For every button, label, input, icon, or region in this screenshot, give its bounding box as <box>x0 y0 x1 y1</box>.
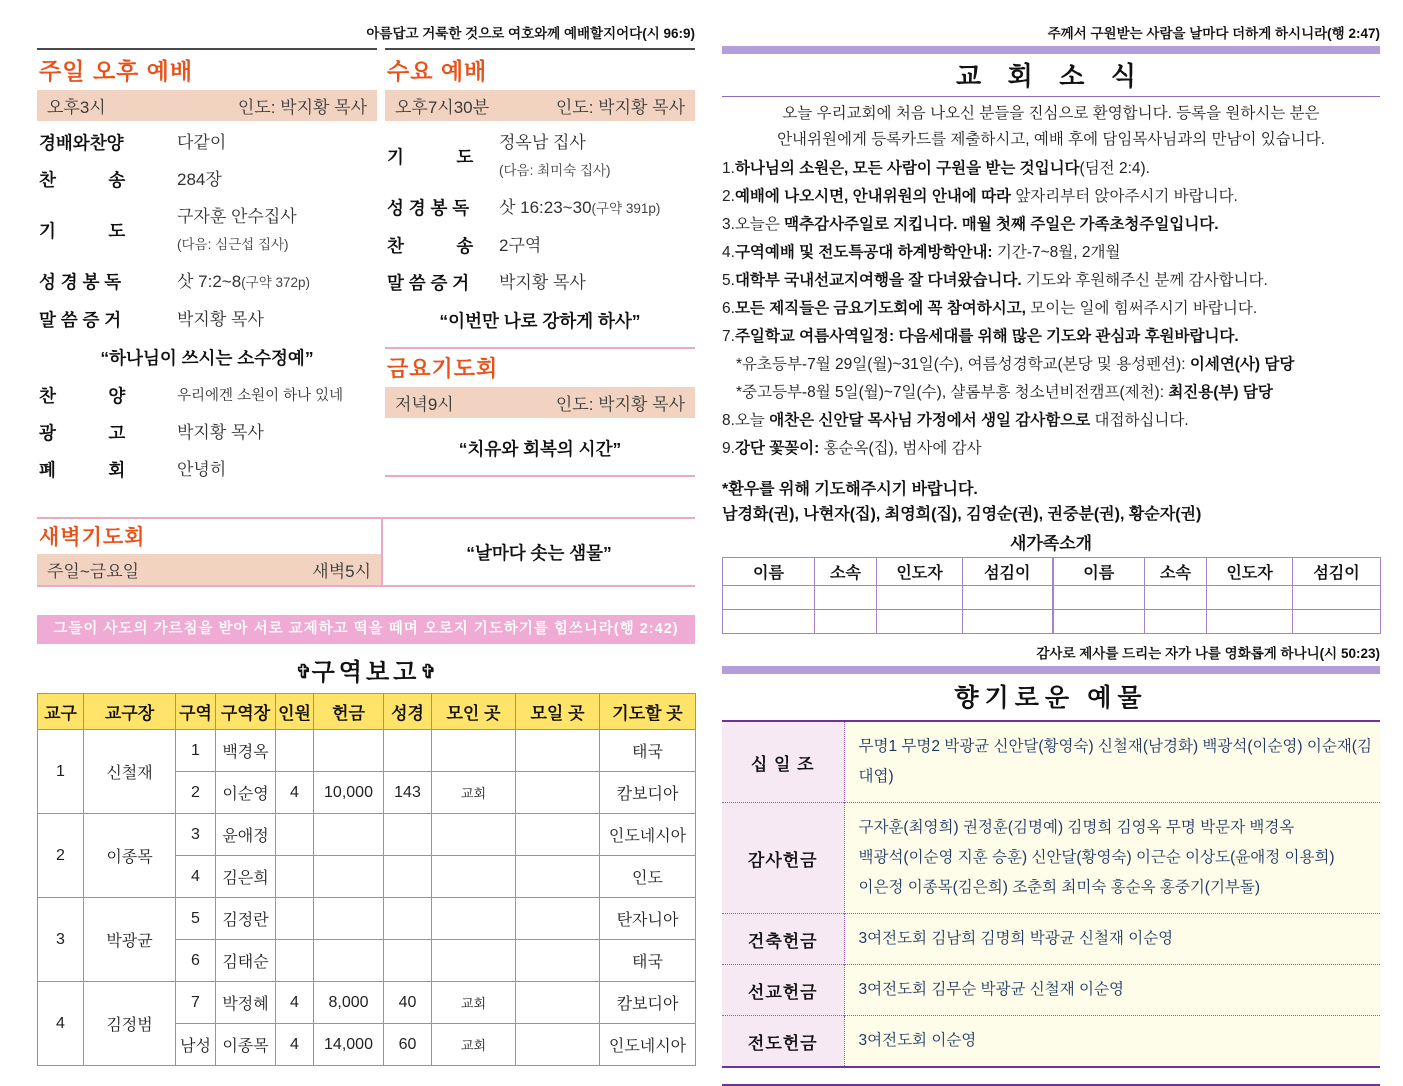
wednesday-service-title: 수요 예배 <box>387 58 488 84</box>
offering-row <box>722 965 1380 1016</box>
table-row: 남성 이종목 4 14,000 60 교회 인도네시아 <box>38 1024 696 1066</box>
offering-names: 3여전도회 김무순 박광균 신철재 이순영 <box>844 965 1380 1016</box>
dawn-prayer-days: 주일~금요일 <box>47 562 140 581</box>
table-row: 4 김정범 7 박정혜 4 8,000 40 교회 캄보디아 <box>38 982 696 1024</box>
new-family-title: 새가족소개 <box>1009 534 1093 553</box>
cross-icon: ✞ <box>295 662 312 683</box>
dawn-prayer-title: 새벽기도회 <box>39 526 146 549</box>
table-row: 1 신철재 1 백경옥 태국 <box>38 730 696 772</box>
news-item: 9.강단 꽃꽂이: 홍순옥(집), 범사에 감사 <box>722 440 982 457</box>
verse-banner: 그들이 사도의 가르침을 받아 서로 교제하고 떡을 떼며 오로지 기도하기를 힘쓰니라(행 2:42) <box>37 615 695 644</box>
dawn-prayer-time: 새벽5시 <box>312 562 371 581</box>
friday-sermon-title: “치유와 회복의 시간” <box>458 439 622 459</box>
offering-names: 3여전도회 김남희 김명희 박광균 신철재 이순영 <box>844 914 1380 965</box>
table-row: 6 김태순 태국 <box>38 940 696 982</box>
sunday-service-subheader <box>37 90 377 121</box>
dawn-prayer-left <box>37 519 381 585</box>
news-item: 2.예배에 나오시면, 안내위원의 안내에 따라 앞자리부터 앉아주시기 바랍니다. <box>722 188 1238 205</box>
friday-prayer-time: 저녁9시 <box>395 395 454 414</box>
dawn-prayer-quote: “날마다 솟는 샘물” <box>381 519 695 585</box>
table-row <box>723 610 1381 634</box>
prayer-request-title: *환우를 위해 기도해주시기 바랍니다. <box>722 481 978 498</box>
dawn-prayer-subheader <box>37 554 381 585</box>
service-row: 경배와찬양 다같이 <box>39 133 227 153</box>
news-item: 8.오늘 애찬은 신안달 목사님 가정에서 생일 감사함으로 대접하십니다. <box>722 412 1189 429</box>
offering-label: 전도헌금 <box>722 1016 844 1068</box>
offering-names: 무명1 무명2 박광균 신안달(황영숙) 신철재(남경화) 백광석(이순영) 이순재(김대엽) <box>844 721 1380 803</box>
table-row: 3 박광균 5 김정란 탄자니아 <box>38 898 696 940</box>
district-report-table <box>37 693 696 1066</box>
sunday-sermon-title: “하나님이 쓰시는 소수정예” <box>100 348 314 368</box>
church-news-intro: 오늘 우리교회에 처음 나오신 분들을 진심으로 환영합니다. 등록을 원하시는 분은 안내위원에게 등록카드를 제출하시고, 예배 후에 담임목사님과의 만남이 있습니다. <box>777 105 1325 148</box>
district-report-title <box>37 652 695 687</box>
friday-prayer-subheader <box>385 387 695 418</box>
news-item: 5.대학부 국내선교지여행을 잘 다녀왔습니다. 기도와 후원해주신 분께 감사합니다. <box>722 272 1268 289</box>
offering-row <box>722 1016 1380 1068</box>
prayer-request-names: 남경화(권), 나현자(집), 최영희(집), 김영순(권), 권중분(권), 황순자(권) <box>722 506 1202 523</box>
table-row: 2 이순영 4 10,000 143 교회 캄보디아 <box>38 772 696 814</box>
news-item: 1.하나님의 소원은, 모든 사람이 구원을 받는 것입니다(딤전 2:4). <box>722 160 1150 177</box>
wednesday-service-section <box>385 48 695 495</box>
new-family-table <box>722 557 1381 634</box>
sunday-service-leader: 인도: 박지황 목사 <box>237 98 367 117</box>
offering-label: 건축헌금 <box>722 914 844 965</box>
wednesday-service-subheader <box>385 90 695 121</box>
dawn-prayer-section <box>37 517 695 587</box>
friday-prayer-title: 금요기도회 <box>387 356 499 381</box>
wednesday-service-leader: 인도: 박지황 목사 <box>555 98 685 117</box>
offering-label: 감사헌금 <box>722 803 844 914</box>
wednesday-sermon-title: “이번만 나로 강하게 하사” <box>439 311 641 331</box>
offering-label: 선교헌금 <box>722 965 844 1016</box>
table-row <box>723 586 1381 610</box>
service-row: 광 고 박지황 목사 <box>39 423 264 443</box>
new-family-header-row: 이름 소속 인도자 섬김이 이름 소속 인도자 섬김이 <box>723 558 1381 586</box>
friday-prayer-leader: 인도: 박지황 목사 <box>555 395 685 414</box>
verse-top-right: 주께서 구원받는 사람을 날마다 더하게 하시니라(행 2:47) <box>1047 26 1380 41</box>
wednesday-service-time: 오후7시30분 <box>395 98 490 117</box>
divider <box>385 475 695 477</box>
service-row: 찬 송 284장 <box>39 170 222 190</box>
news-item: 6.모든 제직들은 금요기도회에 꼭 참여하시고, 모이는 일에 힘써주시기 바랍니다. <box>722 300 1258 317</box>
news-item: 3.오늘은 맥추감사주일로 지킵니다. 매월 첫째 주일은 가족초청주일입니다. <box>722 216 1219 233</box>
offerings-title: 향기로운 예물 <box>954 685 1148 712</box>
church-news-list <box>722 155 1380 463</box>
offering-names: 3여전도회 이순영 <box>844 1016 1380 1068</box>
left-column <box>37 22 695 1066</box>
sunday-service-section <box>37 48 377 495</box>
news-item: 7.주일학교 여름사역일정: 다음세대를 위해 많은 기도와 관심과 후원바랍니다. <box>722 328 1239 345</box>
prayer-request <box>722 477 1380 527</box>
services-area <box>37 48 695 495</box>
offering-row <box>722 914 1380 965</box>
news-subitem: *유초등부-7월 29일(월)~31일(수), 여름성경학교(본당 및 용성펜션): 이세연(사) 담당 <box>736 356 1295 373</box>
service-row: 찬 양 우리에겐 소원이 하나 있네 <box>39 386 344 406</box>
verse-top-left: 아름답고 거룩한 것으로 여호와께 예배할지어다(시 96:9) <box>366 26 695 41</box>
divider <box>722 96 1380 97</box>
service-row: 찬 송 2구역 <box>387 236 542 256</box>
service-row: 폐 회 안녕히 <box>39 460 227 480</box>
service-row: 성 경 봉 독 삿 7:2~8(구약 372p) <box>39 272 311 292</box>
wednesday-service-rows <box>385 121 695 333</box>
district-report-title-text: 구역보고 <box>311 660 421 686</box>
news-item: 4.구역예배 및 전도특공대 하계방학안내: 기간-7~8월, 2개월 <box>722 244 1121 261</box>
report-header-row: 교구 교구장 구역 구역장 인원 헌금 성경 모인 곳 모일 곳 기도할 곳 <box>38 694 696 730</box>
verse-bottom-right: 감사로 제사를 드리는 자가 나를 영화롭게 하나니(시 50:23) <box>1036 646 1380 661</box>
purple-divider-bar <box>722 46 1380 54</box>
table-row: 2 이종목 3 윤애정 인도네시아 <box>38 814 696 856</box>
church-news-title: 교 회 소 식 <box>956 62 1146 91</box>
service-row: 말 씀 증 거 박지황 목사 <box>39 310 264 330</box>
table-row: 4 김은희 인도 <box>38 856 696 898</box>
cross-icon: ✞ <box>420 662 437 683</box>
service-row: 기 도 구자훈 안수집사 (다음: 심근섭 집사) <box>39 207 297 252</box>
sunday-service-time: 오후3시 <box>47 98 106 117</box>
offerings-table <box>722 720 1380 1068</box>
service-row: 성 경 봉 독 삿 16:23~30(구약 391p) <box>387 198 661 218</box>
offering-row <box>722 721 1380 803</box>
sunday-service-rows <box>37 121 377 482</box>
offering-names: 구자훈(최영희) 권정훈(김명예) 김명희 김영옥 무명 박문자 백경옥 백광석(이순영 지훈 승훈) 신안달(황영숙) 이근순 이상도(윤애정 이용희) 이은정 이종목(김은희) 조춘희 최미숙 홍순옥 홍중기(기부돌) <box>844 803 1380 914</box>
right-column <box>722 22 1380 1086</box>
offering-row <box>722 803 1380 914</box>
sunday-service-title: 주일 오후 예배 <box>39 58 194 84</box>
purple-divider-bar <box>722 666 1380 674</box>
service-row: 기 도 정옥남 집사 (다음: 최미숙 집사) <box>387 133 611 178</box>
offering-label: 십 일 조 <box>722 721 844 803</box>
service-row: 말 씀 증 거 박지황 목사 <box>387 273 586 293</box>
news-subitem: *중고등부-8월 5일(월)~7일(수), 샬롬부흥 청소년비전캠프(제천): 최진용(부) 담당 <box>736 384 1273 401</box>
